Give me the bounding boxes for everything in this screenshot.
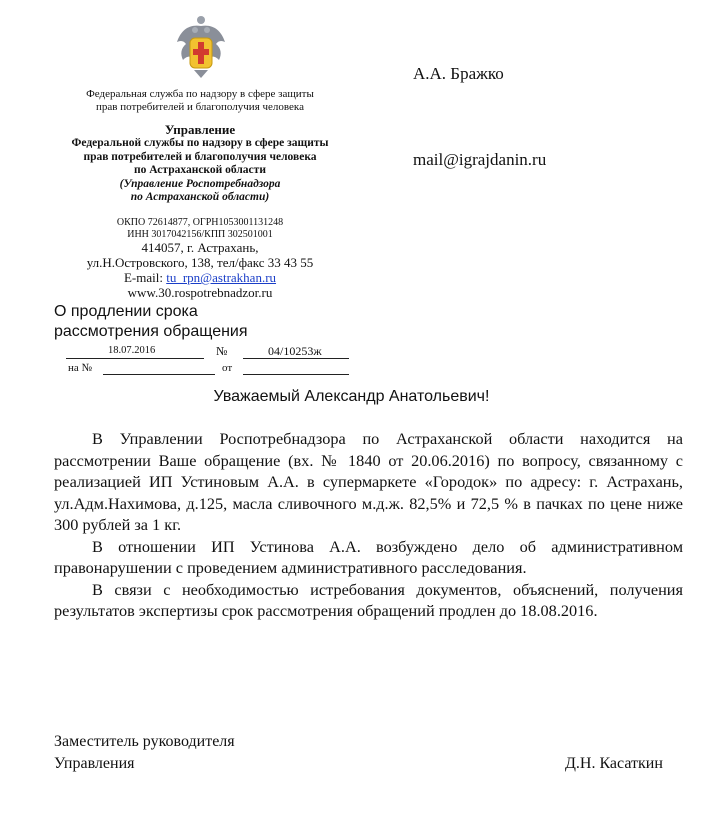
body-paragraph: В Управлении Роспотребнадзора по Астраханской области находится на рассмотрении Ваше обращение (вх. № 1840 от 20.06.2016) по вопросу, связанному с реализацией ИП Устиновым А.А. в супермаркете «Городок» по адресу: г. Астрахань, ул.Адм.Нахимова, д.125, масла сливочного м.д.ж. 82,5% и 72,5 % в пачках по цене ниже 300 рублей за 1 кг. — [54, 429, 683, 534]
email-line — [50, 270, 350, 285]
reply-to-label: на № — [68, 362, 93, 374]
position-line: Управления — [54, 755, 135, 772]
recipient-email: mail@igrajdanin.ru — [413, 150, 547, 169]
reply-from-label: от — [222, 362, 233, 374]
department-title: Управление — [164, 122, 236, 137]
letter-body — [54, 428, 683, 622]
department-line: Федеральной службы по надзору в сфере защиты — [71, 137, 329, 149]
salutation: Уважаемый Александр Анатольевич! — [213, 388, 490, 405]
registration-line: ИНН 3017042156/КПП 302501001 — [127, 228, 273, 240]
department-line: прав потребителей и благополучия человека — [83, 150, 317, 163]
letter-subject — [54, 302, 248, 342]
department-line: по Астраханской области — [134, 164, 266, 176]
email-label: E-mail: — [123, 270, 167, 285]
outgoing-number-label: № — [216, 344, 228, 358]
federal-service-name — [50, 88, 350, 114]
subject-line: рассмотрения обращения — [54, 323, 248, 340]
department-name — [50, 122, 350, 205]
email-link[interactable]: tu_rpn@astrakhan.ru — [166, 270, 277, 285]
outgoing-number: 04/10253ж — [268, 344, 322, 358]
department-short-line: (Управление Роспотребнадзора — [119, 177, 281, 190]
website: www.30.rospotrebnadzor.ru — [127, 285, 273, 300]
body-paragraph: В отношении ИП Устинова А.А. возбуждено дело об административном правонарушении с проведением административного расследования. — [54, 536, 683, 577]
rospotrebnadzor-emblem-icon — [175, 14, 227, 80]
address-block — [50, 240, 350, 300]
body-paragraph: В связи с необходимостью истребования документов, объяснений, получения результатов экспертизы срок рассмотрения обращений продлен до 18.08.2016. — [54, 579, 683, 620]
federal-service-line: прав потребителей и благополучия человека — [96, 101, 304, 113]
registration-line: ОКПО 72614877, ОГРН1053001131248 — [116, 217, 284, 228]
subject-line: О продлении срока — [54, 303, 198, 320]
outgoing-date: 18.07.2016 — [108, 345, 156, 356]
signatory-name: Д.Н. Касаткин — [565, 755, 663, 772]
registration-codes — [50, 217, 350, 240]
federal-service-line: Федеральная служба по надзору в сфере защиты — [86, 88, 314, 100]
department-short-line: по Астраханской области) — [130, 191, 270, 203]
address-line: 414057, г. Астрахань, — [141, 240, 259, 255]
signatory-position — [54, 731, 235, 775]
position-line: Заместитель руководителя — [54, 733, 235, 750]
recipient-name: А.А. Бражко — [413, 64, 504, 83]
address-line: ул.Н.Островского, 138, тел/факс 33 43 55 — [86, 255, 314, 270]
